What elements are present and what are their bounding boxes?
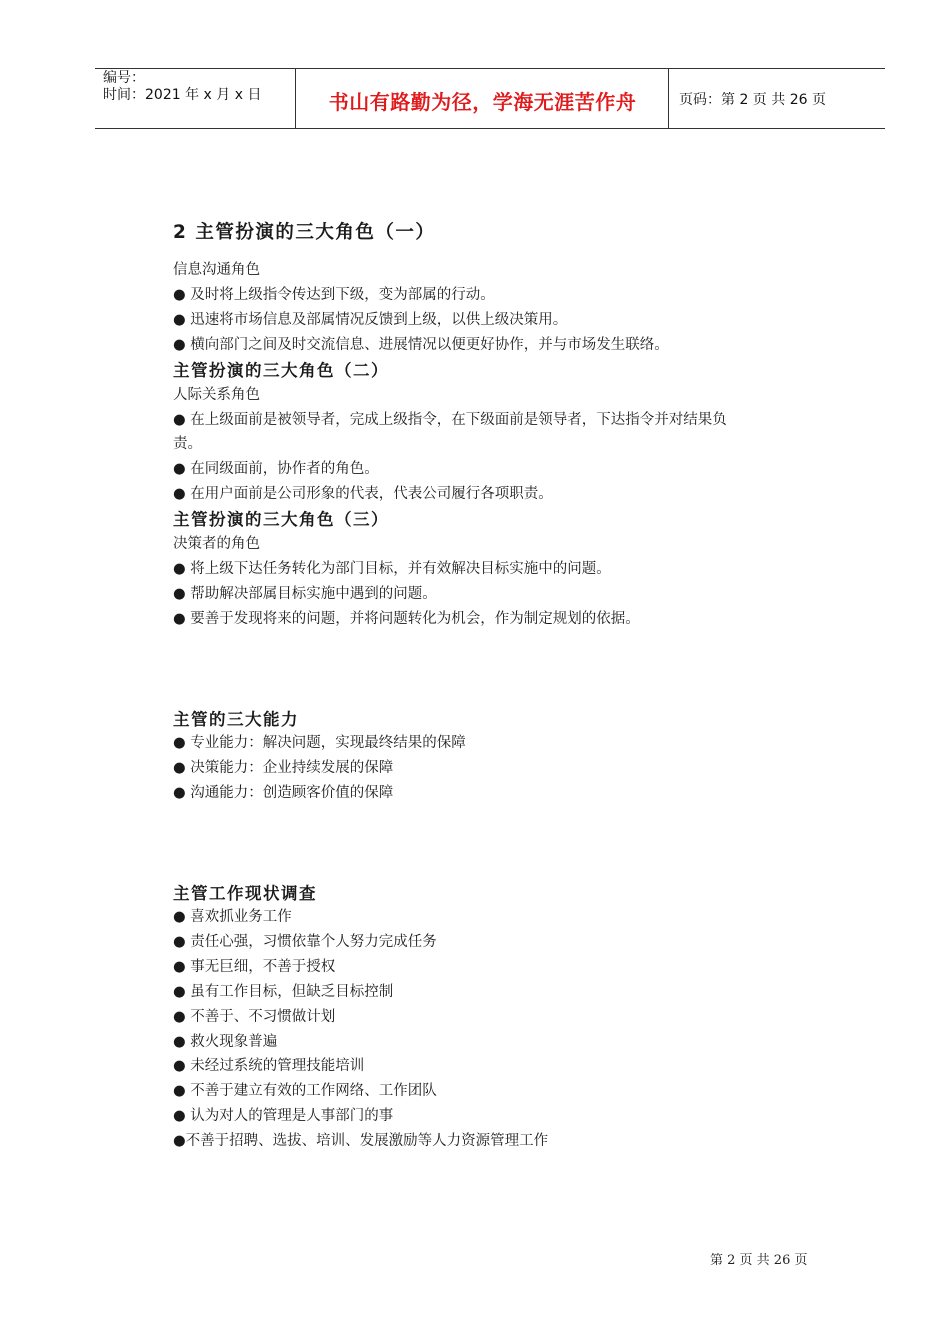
section-title: 主管扮演的三大角色（二） <box>173 361 389 380</box>
list-item: ● 及时将上级指令传达到下级，变为部属的行动。 <box>173 287 495 303</box>
list-item: ● 帮助解决部属目标实施中遇到的问题。 <box>173 586 437 602</box>
list-item: ● 未经过系统的管理技能培训 <box>173 1058 365 1074</box>
list-item: ● 将上级下达任务转化为部门目标，并有效解决目标实施中的问题。 <box>173 561 611 577</box>
list-item: 责。 <box>173 436 202 452</box>
header-motto: 书山有路勤为径，学海无涯苦作舟 <box>328 90 637 114</box>
header-meta <box>103 70 261 104</box>
list-item: ● 沟通能力：创造顾客价值的保障 <box>173 785 394 801</box>
section-title: 主管的三大能力 <box>173 710 299 729</box>
list-item: ● 责任心强，习惯依靠个人努力完成任务 <box>173 934 437 950</box>
list-item: ● 在上级面前是被领导者，完成上级指令，在下级面前是领导者，下达指令并对结果负 <box>173 412 727 428</box>
list-item: ● 认为对人的管理是人事部门的事 <box>173 1108 394 1124</box>
list-item: ● 在用户面前是公司形象的代表，代表公司履行各项职责。 <box>173 486 553 502</box>
list-item: ● 喜欢抓业务工作 <box>173 909 292 925</box>
section-subtitle: 人际关系角色 <box>173 387 260 403</box>
section-subtitle: 决策者的角色 <box>173 536 260 552</box>
header-top-rule <box>95 68 885 69</box>
list-item: ● 事无巨细，不善于授权 <box>173 959 336 975</box>
section-title: 主管工作现状调查 <box>173 884 317 903</box>
section-title: 2 主管扮演的三大角色（一） <box>173 222 436 243</box>
list-item: ● 在同级面前，协作者的角色。 <box>173 461 379 477</box>
list-item: ● 不善于建立有效的工作网络、工作团队 <box>173 1083 437 1099</box>
section-title: 主管扮演的三大角色（三） <box>173 510 389 529</box>
time-label: 时间：2021 年 x 月 x 日 <box>103 87 262 103</box>
list-item: ● 横向部门之间及时交流信息、进展情况以便更好协作，并与市场发生联络。 <box>173 337 669 353</box>
header-page-number: 页码：第 2 页 共 26 页 <box>679 92 826 108</box>
footer-page-number: 第 2 页 共 26 页 <box>710 1253 808 1268</box>
list-item: ● 决策能力：企业持续发展的保障 <box>173 760 394 776</box>
list-item: ● 迅速将市场信息及部属情况反馈到上级，以供上级决策用。 <box>173 312 568 328</box>
header-bottom-rule <box>95 128 885 129</box>
list-item: ●不善于招聘、选拔、培训、发展激励等人力资源管理工作 <box>173 1133 549 1149</box>
list-item: ● 要善于发现将来的问题，并将问题转化为机会，作为制定规划的依据。 <box>173 611 640 627</box>
section-subtitle: 信息沟通角色 <box>173 262 260 278</box>
serial-label: 编号： <box>103 70 145 86</box>
list-item: ● 专业能力：解决问题，实现最终结果的保障 <box>173 735 466 751</box>
list-item: ● 不善于、不习惯做计划 <box>173 1009 336 1025</box>
list-item: ● 救火现象普遍 <box>173 1034 278 1050</box>
list-item: ● 虽有工作目标，但缺乏目标控制 <box>173 984 394 1000</box>
